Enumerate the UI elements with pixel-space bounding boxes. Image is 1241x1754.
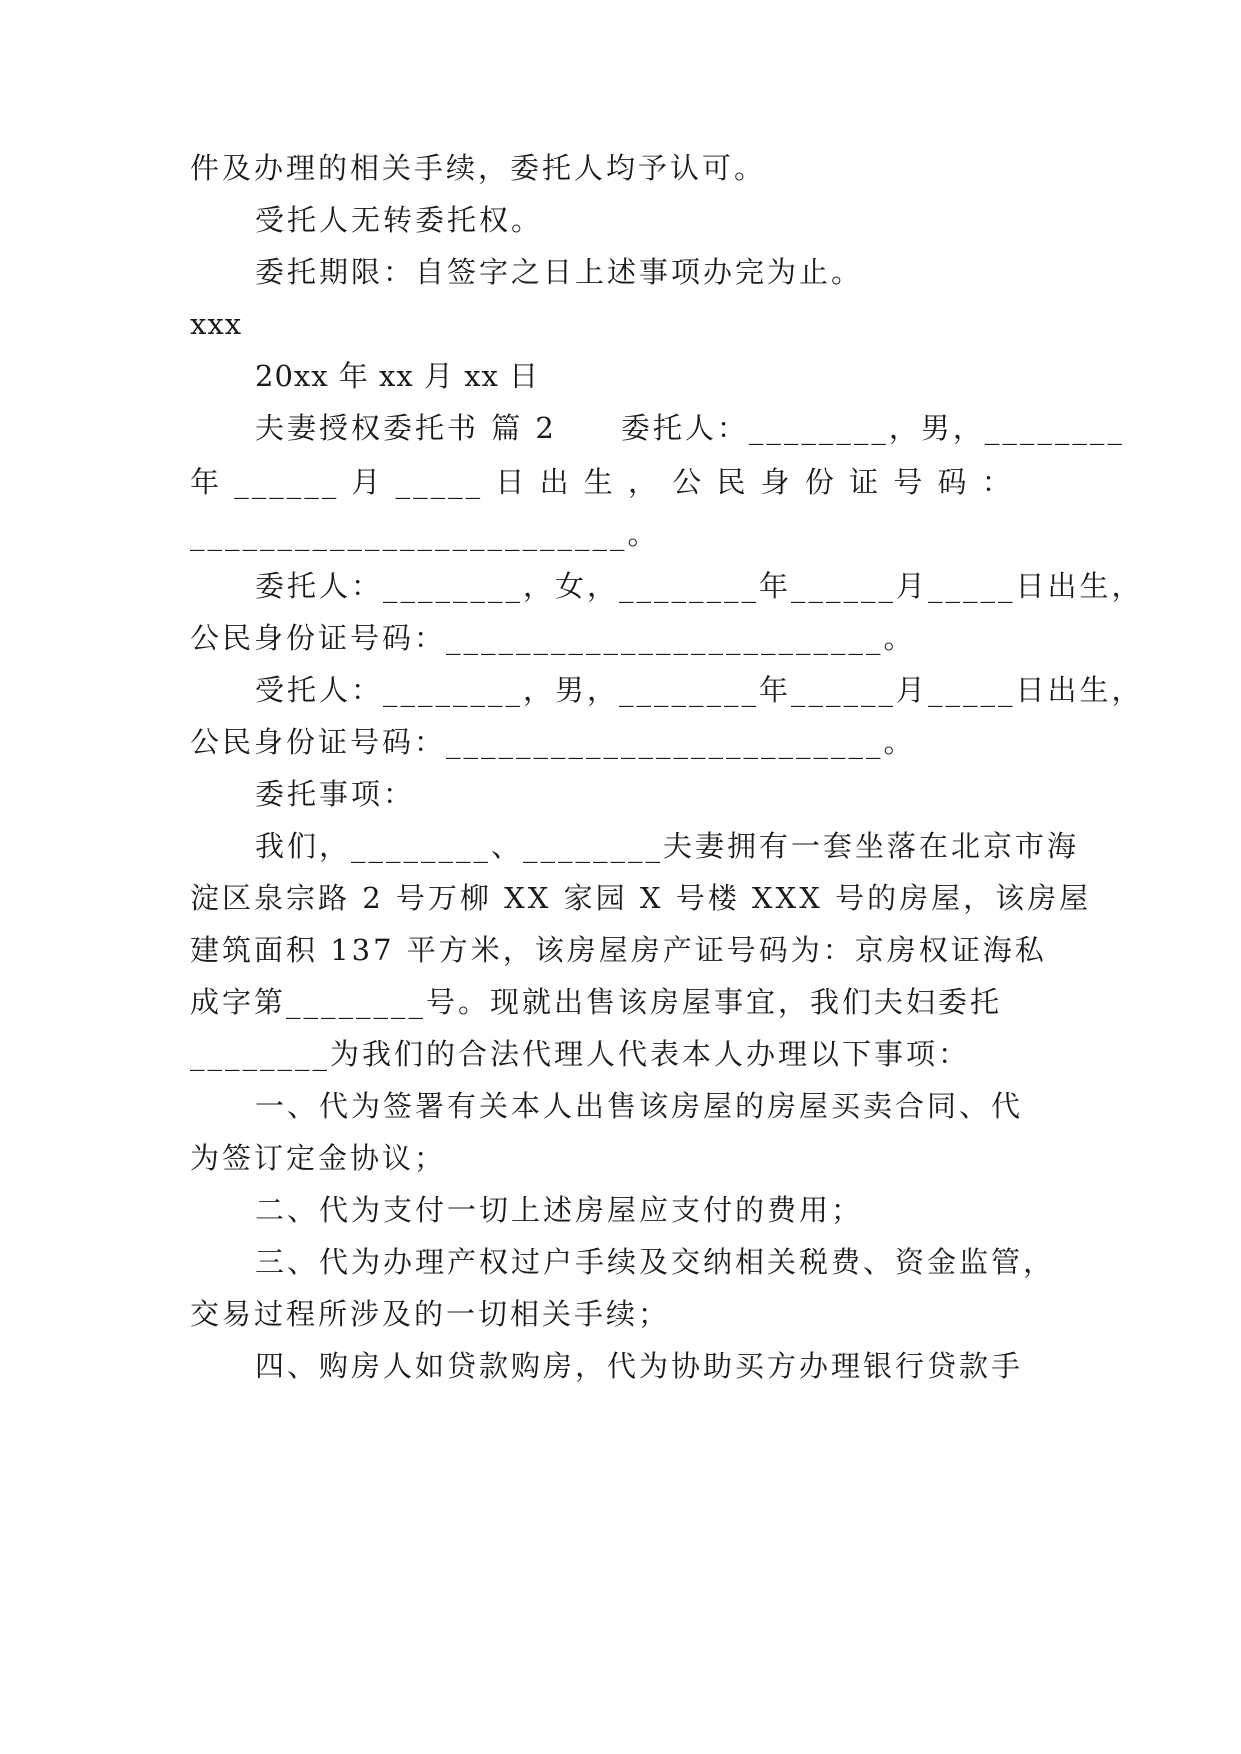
section-title-line: 夫妻授权委托书 篇 2 委托人：________，男，________	[255, 411, 1125, 445]
text-line: 委托期限：自签字之日上述事项办完为止。	[255, 255, 864, 289]
text-line: 件及办理的相关手续，委托人均予认可。	[190, 151, 767, 185]
text-line: 为签订定金协议；	[190, 1141, 447, 1175]
text-line: 二、代为支付一切上述房屋应支付的费用；	[255, 1193, 864, 1227]
text-line: _________________________。	[190, 517, 660, 551]
text-line: 年 ______ 月 _____ 日 出 生 ， 公 民 身 份 证 号 码 ：	[190, 465, 1014, 499]
text-line: 委托事项：	[255, 777, 416, 811]
text-line: 委托人：________，女，________年______月_____日出生，	[255, 569, 1144, 603]
text-line: ________为我们的合法代理人代表本人办理以下事项：	[190, 1037, 971, 1071]
text-line: 公民身份证号码：_________________________。	[190, 621, 916, 655]
text-line: 四、购房人如贷款购房，代为协助买方办理银行贷款手	[255, 1349, 1024, 1383]
text-line: 一、代为签署有关本人出售该房屋的房屋买卖合同、代	[255, 1089, 1024, 1123]
text-line: 我们，________、________夫妻拥有一套坐落在北京市海	[255, 829, 1080, 863]
signer-name: xxx	[190, 307, 243, 341]
date-line: 20xx 年 xx 月 xx 日	[255, 359, 540, 393]
text-line: 成字第________号。现就出售该房屋事宜，我们夫妇委托	[190, 985, 1003, 1019]
text-line: 建筑面积 137 平方米，该房屋房产证号码为：京房权证海私	[190, 933, 1047, 967]
text-line: 受托人：________，男，________年______月_____日出生，	[255, 673, 1144, 707]
text-line: 交易过程所涉及的一切相关手续；	[190, 1297, 671, 1331]
text-line: 三、代为办理产权过户手续及交纳相关税费、资金监管，	[255, 1245, 1056, 1279]
text-line: 淀区泉宗路 2 号万柳 XX 家园 X 号楼 XXX 号的房屋，该房屋	[190, 881, 1092, 915]
text-line: 受托人无转委托权。	[255, 203, 544, 237]
text-line: 公民身份证号码：_________________________。	[190, 725, 916, 759]
